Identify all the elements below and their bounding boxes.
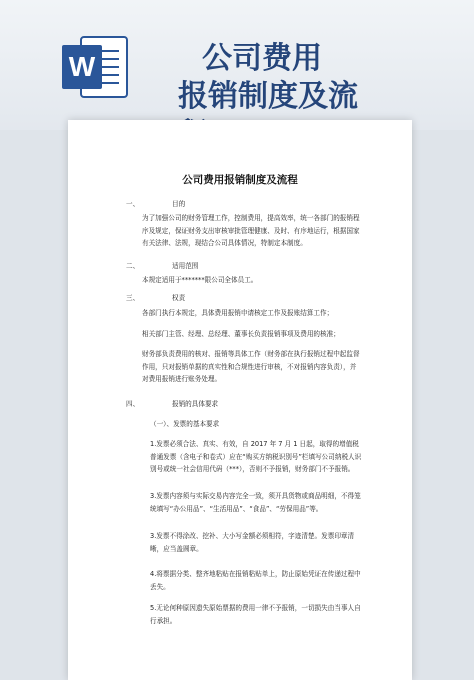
- section-4-paragraph-2: 3.发票内容须与实际交易内容完全一致，须开具货物或商品明细，不得笼统填写“办公用品”、“生活用品”、“食品”、“劳保用品”等。: [150, 492, 361, 513]
- section-4-number: 四、: [126, 400, 140, 408]
- section-3-paragraph-3: 财务部负责费用的核对、报销等具体工作（财务部在执行报销过程中起监督作用，只对报销单据的真实性和合规性进行审核，不对报销内容负责），并对费用报销进行账务处理。: [142, 350, 360, 383]
- banner-title-line2: 报销制度及流: [178, 79, 358, 114]
- section-3-number: 三、: [126, 294, 140, 302]
- section-4-paragraph-3: 3.发票不得涂改、挖补、大小写金额必须相符，字迹清楚。发票印章清晰，应当盖圆章。: [150, 532, 355, 553]
- document-page: [68, 120, 412, 680]
- section-3-heading: 权责: [172, 294, 186, 302]
- section-4-paragraph-4: 4.将票据分类、整齐地粘贴在报销粘贴单上，防止原始凭证在传递过程中丢失。: [150, 570, 361, 591]
- section-2-paragraph: 本规定适用于*******限公司全体员工。: [142, 276, 258, 284]
- section-2-number: 二、: [126, 262, 140, 270]
- word-icon: [62, 36, 130, 98]
- word-letter: W: [62, 45, 102, 89]
- section-3-paragraph-2: 相关部门主管、经理、总经理、董事长负责报销事项及费用的核准；: [142, 330, 340, 338]
- section-4-paragraph-5: 5.无论何种原因遗失原始票据的费用一律不予报销，一切损失由当事人自行承担。: [150, 604, 361, 625]
- section-1-heading: 目的: [172, 200, 186, 208]
- document-title: 公司费用报销制度及流程: [182, 174, 298, 186]
- header-banner: [0, 0, 474, 130]
- section-4-subheading: （一）、发票的基本要求: [150, 420, 220, 428]
- section-3-paragraph-1: 各部门执行本规定，具体费用报销申请核定工作及报账结算工作；: [142, 309, 334, 317]
- section-4-paragraph-1: 1.发票必须合法、真实、有效，自 2017 年 7 月 1 日起，取得的增值税普通发票（含电子和卷式）应在“购买方纳税识别号”栏填写公司纳税人识别号或统一社会信用代码（***），否则不予报销，财务部门不予报销。: [150, 440, 362, 473]
- section-1-paragraph: 为了加强公司的财务管理工作，控制费用，提高效率，统一各部门的报销程序及规定，保证财务支出审核审批管理健康、及时、有序地运行，根据国家有关法律、法规，现结合公司具体情况，特制定本制度。: [142, 214, 360, 247]
- section-2-heading: 适用范围: [172, 262, 199, 270]
- section-4-heading: 报销的具体要求: [172, 400, 219, 408]
- banner-title-line1: 公司费用: [202, 41, 322, 76]
- section-1-number: 一、: [126, 200, 140, 208]
